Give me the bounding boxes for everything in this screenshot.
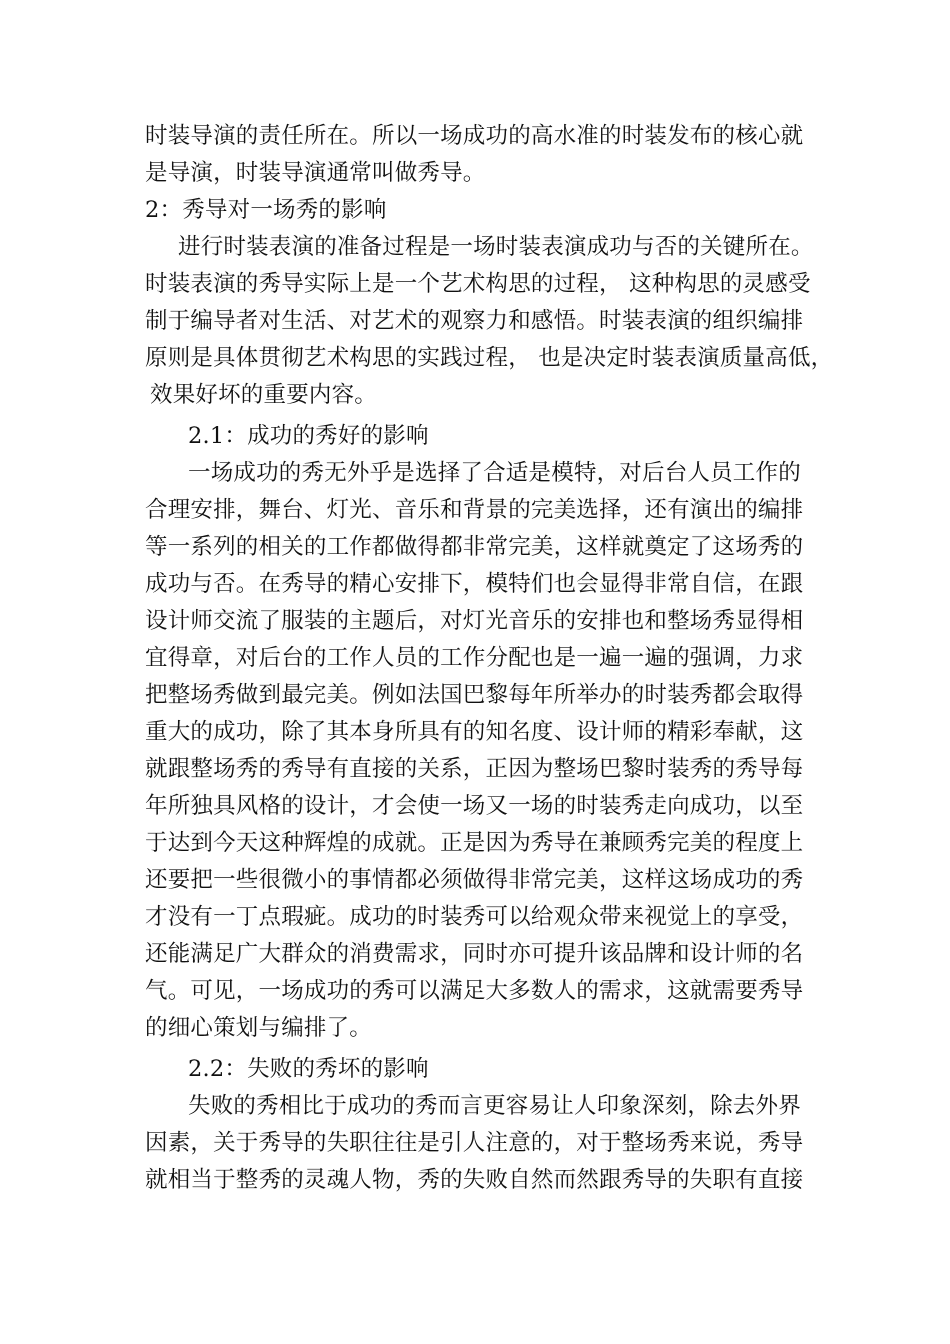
- text-line: 时装导演的责任所在。所以一场成功的高水准的时装发布的核心就: [145, 123, 804, 149]
- paragraph-first-line: 进行时装表演的准备过程是一场时装表演成功与否的关键所在。: [178, 234, 814, 260]
- text-line: 气。可见，一场成功的秀可以满足大多数人的需求，这就需要秀导: [145, 978, 804, 1004]
- text-line: 效果好坏的重要内容。: [150, 382, 378, 408]
- text-line: 就跟整场秀的秀导有直接的关系，正因为整场巴黎时装秀的秀导每: [145, 756, 804, 782]
- text-line: 设计师交流了服装的主题后，对灯光音乐的安排也和整场秀显得相: [145, 608, 804, 634]
- text-line: 重大的成功，除了其本身所具有的知名度、设计师的精彩奉献，这: [145, 719, 804, 745]
- text-line: 等一系列的相关的工作都做得都非常完美，这样就奠定了这场秀的: [145, 534, 804, 560]
- subsection-heading: 2.2：失败的秀坏的影响: [188, 1056, 429, 1082]
- section-heading: 2：秀导对一场秀的影响: [145, 197, 387, 223]
- subsection-heading: 2.1：成功的秀好的影响: [188, 423, 429, 449]
- text-line: 成功与否。在秀导的精心安排下，模特们也会显得非常自信，在跟: [145, 571, 804, 597]
- text-line: 是导演，时装导演通常叫做秀导。: [145, 160, 486, 186]
- text-line: 于达到今天这种辉煌的成就。正是因为秀导在兼顾秀完美的程度上: [145, 830, 804, 856]
- text-line: 年所独具风格的设计，才会使一场又一场的时装秀走向成功，以至: [145, 793, 804, 819]
- text-line: 原则是具体贯彻艺术构思的实践过程， 也是决定时装表演质量高低，: [145, 345, 834, 371]
- text-line: 把整场秀做到最完美。例如法国巴黎每年所举办的时装秀都会取得: [145, 682, 804, 708]
- paragraph-first-line: 失败的秀相比于成功的秀而言更容易让人印象深刻，除去外界: [188, 1093, 801, 1119]
- text-line: 合理安排，舞台、灯光、音乐和背景的完美选择，还有演出的编排: [145, 497, 804, 523]
- text-line: 就相当于整秀的灵魂人物，秀的失败自然而然跟秀导的失职有直接: [145, 1167, 804, 1193]
- text-line: 制于编导者对生活、对艺术的观察力和感悟。时装表演的组织编排: [145, 308, 804, 334]
- text-line: 的细心策划与编排了。: [145, 1015, 373, 1041]
- text-line: 还能满足广大群众的消费需求，同时亦可提升该品牌和设计师的名: [145, 941, 804, 967]
- text-line: 还要把一些很微小的事情都必须做得非常完美，这样这场成功的秀: [145, 867, 804, 893]
- text-line: 因素，关于秀导的失职往往是引人注意的，对于整场秀来说，秀导: [145, 1130, 804, 1156]
- text-line: 宜得章，对后台的工作人员的工作分配也是一遍一遍的强调，力求: [145, 645, 804, 671]
- text-line: 时装表演的秀导实际上是一个艺术构思的过程， 这种构思的灵感受: [145, 271, 811, 297]
- paragraph-first-line: 一场成功的秀无外乎是选择了合适是模特，对后台人员工作的: [188, 460, 801, 486]
- text-line: 才没有一丁点瑕疵。成功的时装秀可以给观众带来视觉上的享受，: [145, 904, 804, 930]
